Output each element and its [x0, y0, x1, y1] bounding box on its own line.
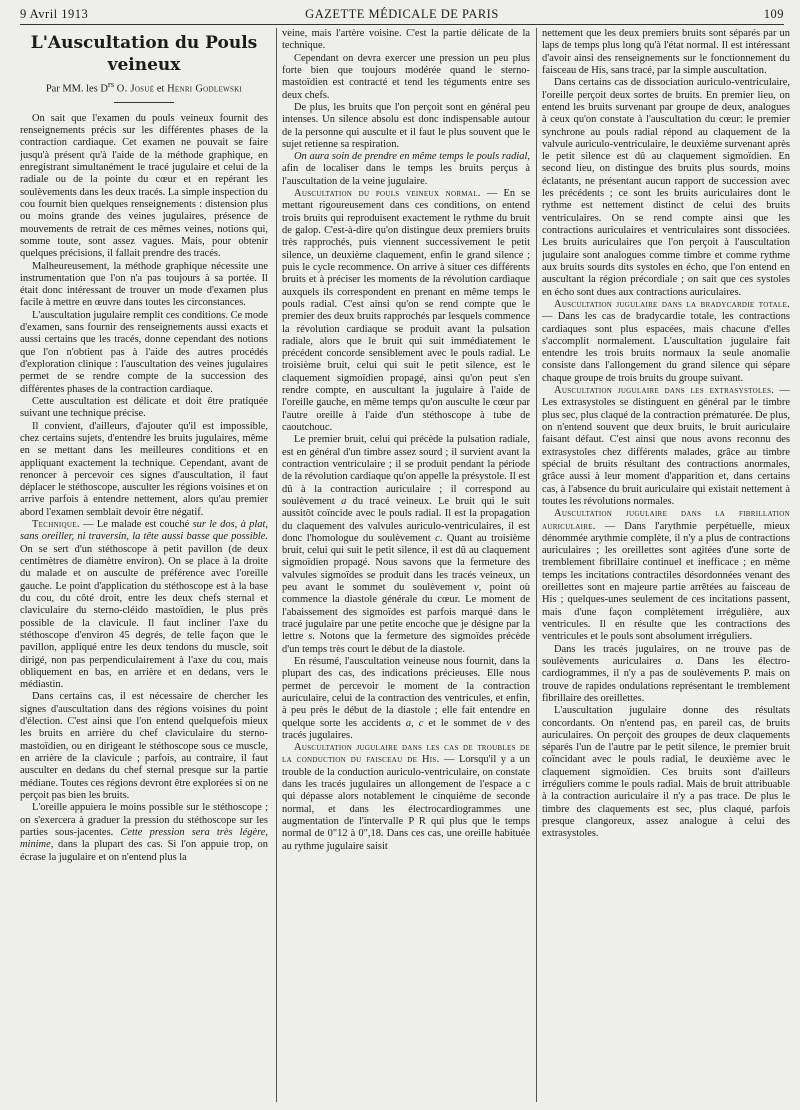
text-run: Dans les tracés jugulaires, on ne trouve pas de soulèvements auriculaires — [542, 643, 790, 667]
paragraph: On sait que l'examen du pouls veineux fournit des renseignements précis sur les différentes phases de la contraction cardiaque. Cet examen ne pouvait se faire jusqu'à présent qu'à l'aide de la méthode graphique, en enregistrant simultanément le tracé jugulaire et celui de la radiale ou de la pointe du cœur et en repérant les soulèvements dans les deux tracés. La simple inspection du cou fournit bien quelques renseignements : distension plus ou moins grande des veines jugulaires, présence de mouvements de retrait de ces mêmes veines, notions qui, somme toute, sont assez vagues. Mais, pour obtenir quelques précisions, il fallait prendre des tracés. — [20, 112, 268, 260]
text-run: dans la plupart des cas. Si l'on appuie trop, on écrase la jugulaire et on n'entend plus la — [20, 839, 268, 863]
paragraph: nettement que les deux premiers bruits sont séparés par un laps de temps plus long qu'à l'état normal. Il est intéressant d'avoir ainsi des renseignements sur le fonctionnement du faisceau de His, sans tracé, par la simple auscultation. — [542, 28, 790, 76]
text-run: , — [411, 717, 419, 729]
italic-run: v — [474, 582, 479, 594]
paragraph: De plus, les bruits que l'on perçoit sont en général peu intenses. Un silence absolu est donc indispensable autour de la personne qui ausculte et il faut le plus souvent que le sujet retienne sa respiration. — [282, 101, 530, 150]
header-rule — [20, 24, 784, 25]
italic-run: On aura soin de prendre en même temps le pouls radial, — [294, 151, 530, 163]
text-run: Le premier bruit, celui qui précède la pulsation radiale, est en général d'un timbre assez sourd ; il survient avant la contraction ventriculaire ; il se produit pendant la période de la révolution cardiaque qu'on appelle la présystole. Il est dû à la contraction auriculaire ; il correspond au soulèvement — [282, 434, 530, 507]
authors-sup: rs — [107, 79, 115, 89]
text-run: afin de localiser dans le temps les bruits perçus à l'auscultation de la veine jugulaire. — [282, 163, 530, 187]
paragraph — [542, 508, 790, 643]
journal-title: GAZETTE MÉDICALE DE PARIS — [305, 7, 499, 21]
italic-run: a — [405, 717, 412, 729]
paragraph — [542, 385, 790, 508]
authors-and: et — [156, 83, 165, 95]
section-heading: Auscultation jugulaire dans les extrasystoles. — [554, 385, 775, 397]
running-head — [20, 7, 784, 23]
section-heading: Auscultation du pouls veineux normal. — [294, 188, 481, 200]
text-run: On se sert d'un stéthoscope à petit pavillon (de deux centimètres de diamètre environ). On se place à la droite du malade et on ausculte de préférence avec l'oreille gauche. Le point d'application du stéthoscope est à la base du cou, du côté droit, entre les deux chefs sternal et claviculaire du sterno-cléido mastoïdien, le plus près possible de la clavicule. Il faut incliner l'axe du stéthoscope d'environ 45 degrés, de telle façon que le pavillon, appliqué entre les deux tendons du muscle, soit dirigé, non pas perpendiculairement à l'axe du cou, mais obliquement en bas, en arrière et en dedans, vers le médiastin. — [20, 543, 268, 691]
section-heading: Auscultation jugulaire dans la fibrillation auriculaire. — [542, 508, 790, 532]
paragraph: Il convient, d'ailleurs, d'ajouter qu'il est impossible, chez certains sujets, d'entendre les bruits jugulaires, même en se mettant dans les meilleures conditions et en appliquant exactement la technique. Cependant, avant de renoncer à percevoir ces signes d'auscultation, il faut déplacer le stéthoscope, ausculter les régions voisines et on arrive parfois à entendre nettement, alors qu'au premier abord l'examen semblait devoir être négatif. — [20, 420, 268, 518]
text-run: des tracés jugulaires. — [282, 717, 530, 741]
italic-run: a — [341, 495, 347, 507]
text-run: . Quant au troisième bruit, celui qui suit le petit silence, il est dû au claquement sigmoïdien propagé. Nous savons que la fermeture des valvules sigmoïdes se produit dans les tracés veineux, un peu avant le sommet du soulèvement — [282, 532, 530, 594]
article-authors — [20, 78, 268, 96]
paragraph — [282, 188, 530, 434]
paragraph: L'auscultation jugulaire donne des résultats concordants. On n'entend pas, en pareil cas, de bruits auriculaires. On perçoit des groupes de deux claquements séparés l'un de l'autre par le petit silence, le premier bruit coïncidant avec le pouls radial, le deuxième avec le claquement sigmoïdien. Ces bruits sont d'ailleurs irréguliers comme le pouls radial. Mais de bruit attribuable à la contraction auriculaire il n'y a pas trace. De plus le timbre des claquements est sec, plus claqué, parfois presque clangoreux, assez analogue à celui des extrasystoles. — [542, 705, 790, 840]
text-run: du tracé veineux. Le bruit qui le suit aussitôt coïncide avec le pouls radial. Il est la propagation du claquement des valvules auriculo-ventriculaires, il est donc l'homologue du soulèvement — [282, 495, 530, 544]
text-run: — En se mettant rigoureusement dans ces conditions, on entend trois bruits qui reproduisent exactement le rythme du bruit de galop. C'est-à-dire qu'on distingue deux premiers bruits très rapprochés, puis viennent successivement le petit silence, un deuxième claquement, enfin le grand silence ; puis le cycle recommence. On arrive à situer ces différents bruits et à préciser les moments de la révolution cardiaque auxquels ils correspondent en prenant en même temps le pouls radial. C'est ainsi qu'on se rend compte que le premier des deux bruits rapprochés par lesquels commence la révolution cardiaque se produit avant la pulsation radiale, alors que le bruit qui suit immédiatement le précédent concorde sensiblement avec le pouls radial. Le troisième bruit, celui qui suit le petit silence, est le claquement sigmoïdien propagé, ainsi qu'on peut s'en rendre compte, en auscultant la jugulaire à l'aide de l'oreille gauche, en même temps qu'on ausculte le cœur par l'autre oreille à l'aide d'un stéthoscope à tube de caoutchouc. — [282, 188, 530, 433]
paragraph — [282, 742, 530, 853]
text-run: — Dans l'arythmie perpétuelle, mieux dénommée arythmie complète, il n'y a plus de contractions auriculaires ; les oreillettes sont agitées d'une sorte de tremblement fibrillaire continuel et inefficace ; en même temps les incitations contractiles désordonnées venant des oreillettes sont en majeure partie arrêtées au faisceau de His ; quelques-unes seulement de ces incitations passent, mais d'une façon complètement irrégulière, aux ventricules. Il en résulte que les contractions des ventricules et le pouls sont absolument irréguliers. — [542, 520, 790, 643]
title-rule — [114, 102, 174, 103]
section-heading: Auscultation jugulaire dans les cas de troubles de la conduction du faisceau de His. — [282, 742, 530, 766]
paragraph — [282, 151, 530, 188]
paragraph — [282, 656, 530, 742]
italic-run: c — [435, 532, 440, 544]
text-run: — Lorsqu'il y a un trouble de la conduction auriculo-ventriculaire, on constate dans les tracés jugulaires un allongement de l'espace a c qui dépasse alors notablement le cinquième de seconde normal, et dans les électrocardiogrammes une augmentation de l'intervalle P R qui plus que le temps normal de 0"12 à 0",18. Dans ces cas, une oreille habituée au rythme jugulaire saisit — [282, 754, 530, 852]
paragraph: Malheureusement, la méthode graphique nécessite une instrumentation que l'on n'a pas toujours à sa portée. Il était donc intéressant de trouver un mode d'examen plus facile à mettre en œuvre dans toutes les circonstances. — [20, 260, 268, 309]
text-run: L'oreille appuiera le moins possible sur le stéthoscope ; on s'exercera à graduer la pression du stéthoscope sur les parties sous-jacentes. — [20, 802, 268, 838]
text-run: et le sommet de — [423, 717, 507, 729]
text-run: — Les extrasystoles se distinguent en général par le timbre plus sec, plus claqué de la contraction prématurée. De plus, on n'entend souvent que deux bruits, le bruit auriculaire faisant défaut. C'est ainsi que nous avons reconnu des extrasystoles chez différents malades, grâce au timbre spécial de bruits résultant des contractions anormales, grâce aussi à leur moment d'apparition et, dans certains cas, à l'absence du bruit auriculaire qui existait nettement à toutes les révolutions normales. — [542, 385, 790, 507]
text-run: , point où commence la diastole générale du cœur. Le moment de l'abaissement des sigmoïdes est parfois marqué dans le tracé jugulaire par une petite encoche que je désigne par la lettre — [282, 582, 530, 643]
paragraph: Dans certains cas de dissociation auriculo-ventriculaire, l'oreille perçoit deux sortes de bruits. En premier lieu, on entend les bruits survenant par groupe de deux, analogues à ceux qu'on constate à l'auscultation du cœur: le premier synchrone au pouls radial répond au claquement de la valvule auriculo-ventriculaire, le deuxième survenant après le petit silence est dû au claquement sigmoïdien. En second lieu, on distingue des bruits plus sourds, moins éclatants, ne présentant aucun rapport de succession avec les précédents ; ce sont les bruits auriculaires dont le rythme est nettement distinct de celui des bruits ventriculaires. On se rend compte ainsi que les contractions auriculaires et ventriculaires sont dissociées. Les bruits auriculaires que l'on perçoit à l'auscultation jugulaire sont analogues comme timbre et comme rythme aux bruits sourds dits systoles en écho, que l'on entend en auscultant la région précordiale ; on sait que ces systoles en écho sont dues aux contractions auriculaires. — [542, 77, 790, 298]
text-run: . Notons que la fermeture des sigmoïdes précède d'un temps très court le début de la diastole. — [282, 631, 530, 655]
column-divider — [276, 28, 277, 1102]
italic-run: Cette pression sera très légère, minime, — [20, 826, 268, 851]
paragraph: Cette auscultation est délicate et doit être pratiquée suivant une technique précise. — [20, 395, 268, 420]
column-1 — [20, 28, 268, 1102]
text-run: — Le malade est couché — [79, 519, 193, 531]
paragraph — [20, 519, 268, 691]
italic-run: s — [308, 631, 313, 643]
paragraph: veine, mais l'artère voisine. C'est la partie délicate de la technique. — [282, 28, 530, 52]
column-3 — [542, 28, 790, 1102]
authors-prefix: Par MM. les D — [45, 83, 108, 95]
issue-date: 9 Avril 1913 — [20, 7, 89, 21]
column-2 — [282, 28, 530, 1102]
italic-run: v — [506, 717, 512, 729]
italic-run: sur le dos, à plat, sans oreiller, ni traversin, la tête aussi basse que possible. — [20, 519, 268, 543]
section-heading: Technique. — [32, 519, 80, 531]
paragraph: Cependant on devra exercer une pression un peu plus forte bien que toujours modérée quand le sterno-mastoïdien est contracté et tend les téguments entre ses deux chefs. — [282, 52, 530, 101]
article-title: L'Auscultation du Pouls veineux — [30, 33, 258, 75]
section-heading: Auscultation jugulaire dans la bradycardie totale. — [554, 298, 790, 310]
text-run: . Dans les électro-cardiogrammes, il n'y a pas de soulèvements P. mais on trouve de rapides ondulations représentant le tremblement fibrillaire des oreillettes. — [542, 655, 790, 704]
paragraph — [282, 434, 530, 656]
text-run: En résumé, l'auscultation veineuse nous fournit, dans la plupart des cas, des indications précieuses. Elle nous permet de percevoir le moment de la contraction auriculaire, celui de la contraction des ventricules, et enfin, à peu près le début de la diastole ; elle fait entendre en quelque sorte les accidents — [282, 655, 530, 729]
author-name: O. Josué — [116, 83, 155, 95]
column-divider — [536, 28, 537, 1102]
italic-run: c — [418, 717, 424, 729]
page-number: 109 — [763, 7, 784, 21]
paragraph — [20, 802, 268, 864]
paragraph: L'auscultation jugulaire remplit ces conditions. Ce mode d'examen, sans fournir des renseignements aussi exacts et aussi certains que les tracés, donne cependant des notions que l'on n'obtient pas à l'aide des autres procédés d'exploration clinique : l'auscultation des veines jugulaires permet de se rendre compte de la succession des différentes phases de la contraction cardiaque. — [20, 309, 268, 395]
italic-run: a — [675, 655, 681, 667]
paragraph: Dans certains cas, il est nécessaire de chercher les signes d'auscultation dans des régions voisines du point d'élection. C'est ainsi que l'on entend quelquefois mieux les bruits en arrière du chef claviculaire du sterno-mastoïdien, ou en dirigeant le stéthoscope sous ce muscle, en arrière de la clavicule ; parfois, au contraire, il faut ausculter en dedans du chef sternal presque sur la partie médiane. Toutes ces régions devront être explorées si on ne perçoit pas bien les bruits. — [20, 691, 268, 801]
paragraph — [542, 644, 790, 706]
text-run: — Dans les cas de bradycardie totale, les contractions cardiaques sont plus espacées, mais chacune d'elles s'accomplit normalement. L'auscultation jugulaire fait entendre les trois bruits normaux la seule anomalie consiste dans l'allongement du grand silence qui sépare chaque groupe de trois bruits du groupe suivant. — [542, 311, 790, 384]
paragraph — [542, 299, 790, 385]
author-name: Henri Godlewski — [167, 83, 243, 95]
